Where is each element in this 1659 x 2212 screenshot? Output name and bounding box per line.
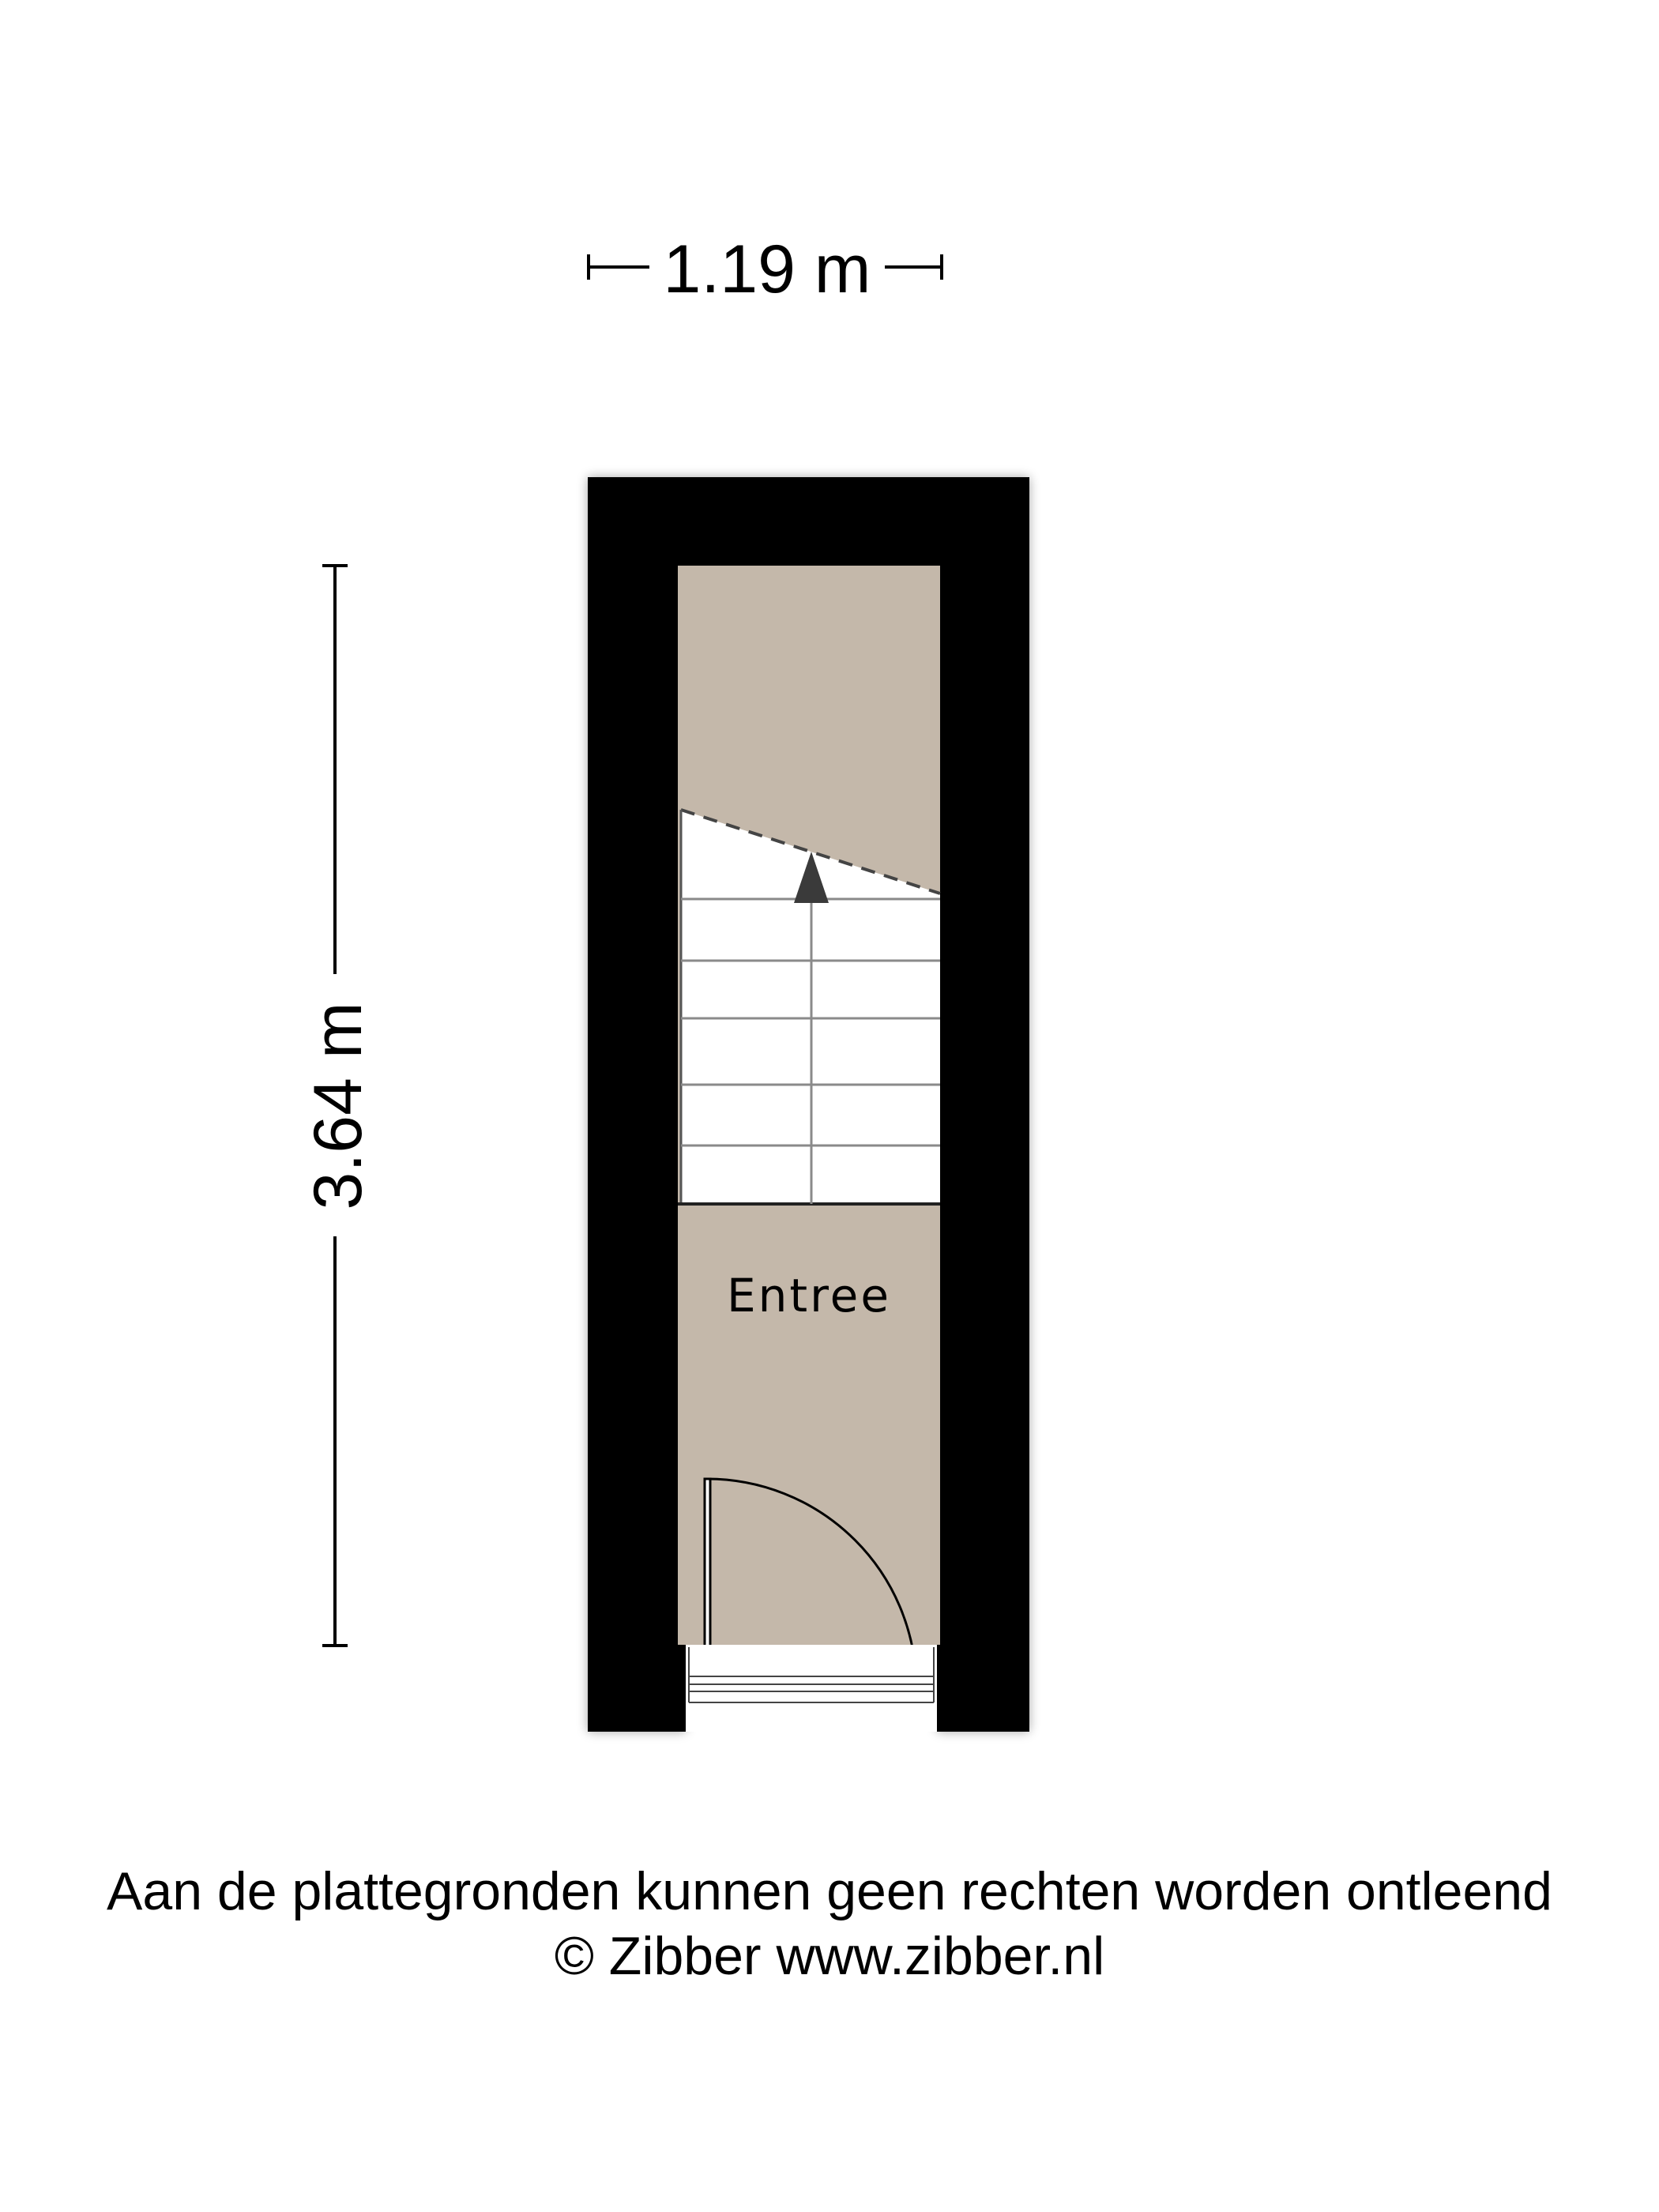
width-dimension-label: 1.19 m (663, 231, 871, 307)
room-label-entree: Entree (726, 1269, 892, 1322)
copyright-text: © Zibber www.zibber.nl (554, 1926, 1105, 1986)
height-dimension (300, 566, 376, 1646)
door-threshold (686, 1645, 937, 1732)
threshold-opening (686, 1645, 937, 1732)
width-dimension (589, 231, 942, 307)
height-dimension-label: 3.64 m (300, 1002, 376, 1210)
disclaimer-text: Aan de plattegronden kunnen geen rechten worden ontleend (107, 1861, 1552, 1921)
